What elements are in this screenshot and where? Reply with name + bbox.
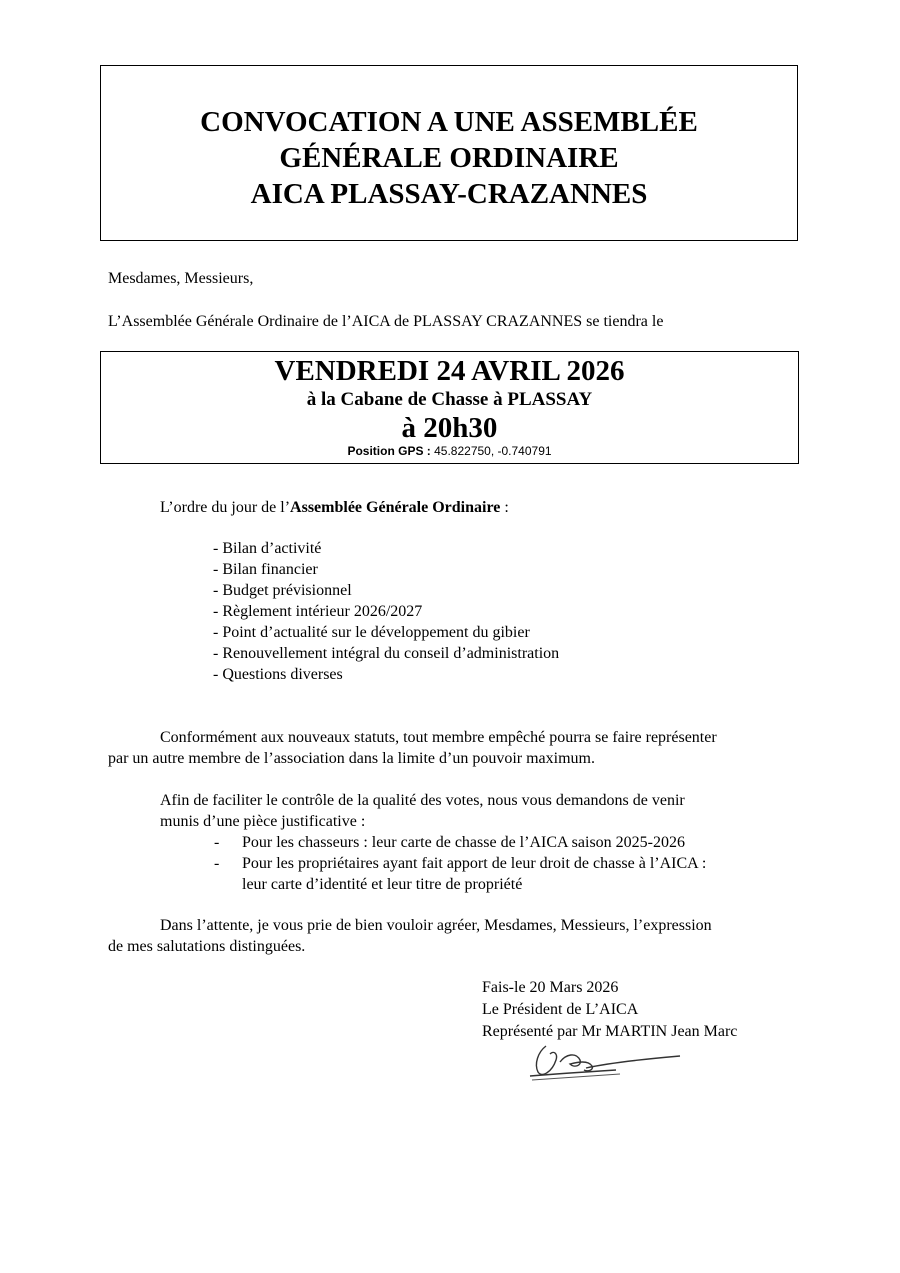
signature-block <box>482 977 737 1043</box>
title-box <box>100 65 798 241</box>
agenda-item: - Renouvellement intégral du conseil d’administration <box>213 645 560 662</box>
proxy-line-1: Conformément aux nouveaux statuts, tout membre empêché pourra se faire représenter <box>160 729 717 746</box>
event-time: à 20h30 <box>401 412 498 444</box>
agenda-intro <box>160 497 509 518</box>
agenda-list <box>213 538 559 685</box>
event-gps <box>101 444 798 459</box>
agenda-item: - Budget prévisionnel <box>213 582 352 599</box>
bullet-dash: - <box>214 855 220 872</box>
bullet-hunters-text: Pour les chasseurs : leur carte de chasse de l’AICA saison 2025-2026 <box>242 834 685 851</box>
event-date: VENDREDI 24 AVRIL 2026 <box>274 355 625 387</box>
agenda-item: - Bilan d’activité <box>213 540 322 557</box>
bullet-owners-text: Pour les propriétaires ayant fait apport de leur droit de chasse à l’AICA : <box>242 855 707 872</box>
gps-value: 45.822750, -0.740791 <box>430 444 552 458</box>
salutation: Mesdames, Messieurs, <box>108 270 254 287</box>
event-box <box>100 351 799 464</box>
agenda-item: - Règlement intérieur 2026/2027 <box>213 603 423 620</box>
closing-line-1: Dans l’attente, je vous prie de bien vouloir agréer, Mesdames, Messieurs, l’expression <box>160 917 712 934</box>
agenda-item: - Point d’actualité sur le développement du gibier <box>213 624 530 641</box>
title-line-1: CONVOCATION A UNE ASSEMBLÉE <box>200 106 698 138</box>
gps-label: Position GPS : <box>347 444 431 458</box>
title-line-2: GÉNÉRALE ORDINAIRE <box>279 142 619 174</box>
title-line-3: AICA PLASSAY-CRAZANNES <box>250 178 648 210</box>
agenda-intro-bold: Assemblée Générale Ordinaire <box>290 499 501 516</box>
signature-role: Le Président de L’AICA <box>482 1001 639 1018</box>
proxy-line-2: par un autre membre de l’association dans la limite d’un pouvoir maximum. <box>108 750 595 767</box>
bullet-dash: - <box>214 834 220 851</box>
agenda-intro-prefix: L’ordre du jour de l’ <box>160 499 291 516</box>
agenda-intro-suffix: : <box>500 499 509 516</box>
verification-line-2: munis d’une pièce justificative : <box>160 813 366 830</box>
bullet-owners-cont: leur carte d’identité et leur titre de propriété <box>242 876 523 893</box>
event-place: à la Cabane de Chasse à PLASSAY <box>306 389 593 410</box>
intro-text: L’Assemblée Générale Ordinaire de l’AICA de PLASSAY CRAZANNES se tiendra le <box>108 313 664 330</box>
verification-line-1: Afin de faciliter le contrôle de la qualité des votes, nous vous demandons de venir <box>160 792 685 809</box>
agenda-item: - Bilan financier <box>213 561 318 578</box>
handwritten-signature <box>524 1040 688 1084</box>
closing-line-2: de mes salutations distinguées. <box>108 938 306 955</box>
agenda-item: - Questions diverses <box>213 666 343 683</box>
signature-place-date: Fais-le 20 Mars 2026 <box>482 979 619 996</box>
signature-represented: Représenté par Mr MARTIN Jean Marc <box>482 1023 738 1040</box>
